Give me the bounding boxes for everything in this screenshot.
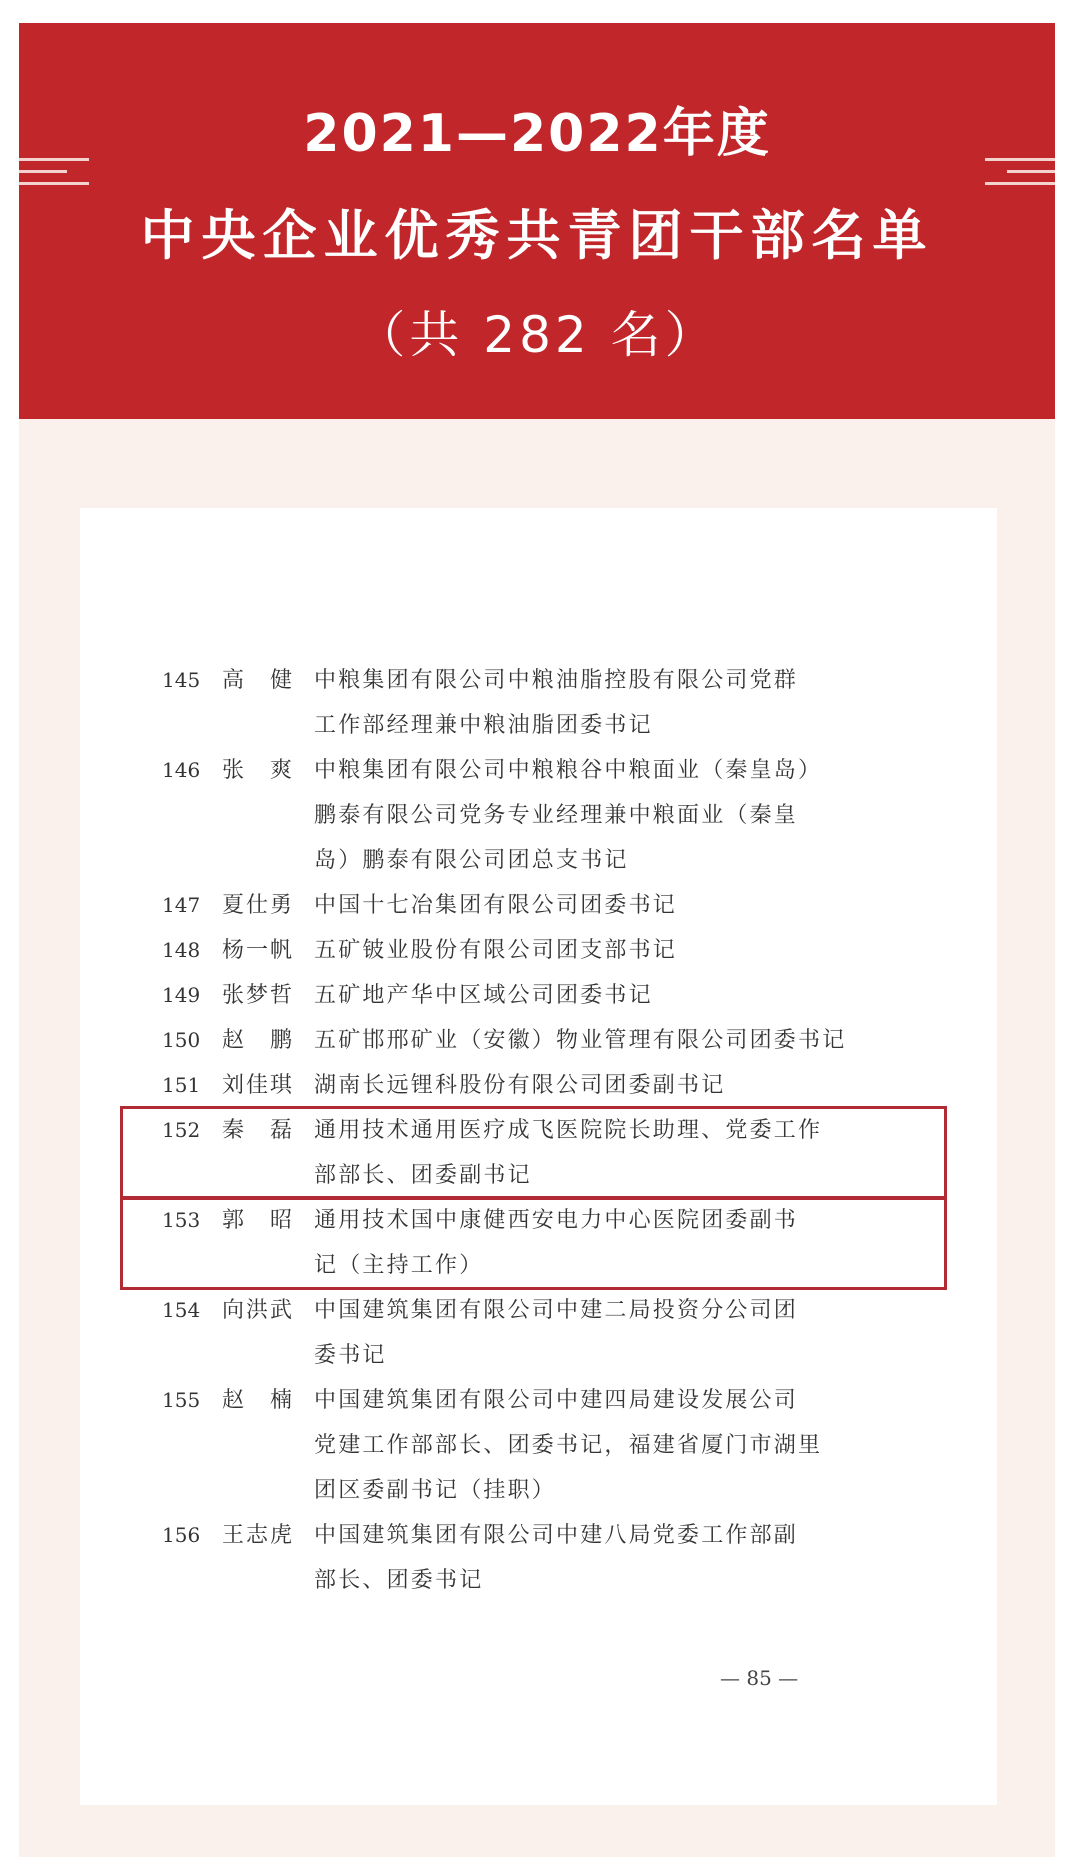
entry-position-text: 五矿铍业股份有限公司团支部书记 <box>314 938 678 963</box>
entry-position-text: 中国建筑集团有限公司中建四局建设发展公司 <box>314 1388 799 1413</box>
entry-line <box>162 793 922 838</box>
entry-line <box>162 838 922 883</box>
entry-position-text: 五矿邯邢矿业（安徽）物业管理有限公司团委书记 <box>314 1028 847 1053</box>
entry-name: 王志虎 <box>222 1523 295 1548</box>
entry-position-text: 记（主持工作） <box>314 1253 484 1278</box>
entry-position-text: 中国十七冶集团有限公司团委书记 <box>314 893 678 918</box>
entry-name: 刘佳琪 <box>222 1073 295 1098</box>
entry-position-text: 工作部经理兼中粮油脂团委书记 <box>314 713 653 738</box>
banner-decoration-line <box>985 182 1055 185</box>
entry-position-text: 通用技术国中康健西安电力中心医院团委副书 <box>314 1208 799 1233</box>
title-main: 中央企业优秀共青团干部名单 <box>140 204 934 267</box>
entry-line <box>162 1018 922 1063</box>
entry-name: 赵 楠 <box>222 1388 295 1413</box>
list-item <box>162 1063 922 1108</box>
entry-position-text: 中粮集团有限公司中粮粮谷中粮面业（秦皇岛） <box>314 758 823 783</box>
entry-line <box>162 1468 922 1513</box>
list-item <box>162 1198 922 1288</box>
page-number: — 85 — <box>720 1666 799 1690</box>
entry-name: 赵 鹏 <box>222 1028 295 1053</box>
entry-number: 149 <box>162 983 201 1007</box>
entry-name: 向洪武 <box>222 1298 295 1323</box>
highlight-box <box>120 1196 947 1290</box>
entry-position-text: 部部长、团委副书记 <box>314 1163 532 1188</box>
entry-number: 153 <box>162 1208 201 1232</box>
title-year: 2021—2022年度 <box>303 104 771 164</box>
entry-position-text: 岛）鹏泰有限公司团总支书记 <box>314 848 629 873</box>
entry-number: 156 <box>162 1523 201 1547</box>
list-item <box>162 658 922 748</box>
list-item <box>162 1108 922 1198</box>
entry-number: 151 <box>162 1073 201 1097</box>
entry-line <box>162 658 922 703</box>
entry-line <box>162 1063 922 1108</box>
name-list <box>80 658 997 1603</box>
entry-line <box>162 748 922 793</box>
entry-line <box>162 1288 922 1333</box>
entry-line <box>162 1378 922 1423</box>
entry-number: 148 <box>162 938 201 962</box>
entry-number: 147 <box>162 893 201 917</box>
entry-position-text: 五矿地产华中区域公司团委书记 <box>314 983 653 1008</box>
entry-position-text: 中国建筑集团有限公司中建二局投资分公司团 <box>314 1298 799 1323</box>
entry-name: 郭 昭 <box>222 1208 295 1233</box>
list-item <box>162 748 922 883</box>
entry-line <box>162 1513 922 1558</box>
entry-line <box>162 883 922 928</box>
entry-number: 150 <box>162 1028 201 1052</box>
banner-decoration-line <box>1007 170 1055 173</box>
title-count: （共 282 名） <box>355 306 719 364</box>
entry-position-text: 湖南长远锂科股份有限公司团委副书记 <box>314 1073 726 1098</box>
list-item <box>162 928 922 973</box>
entry-line <box>162 1333 922 1378</box>
list-item <box>162 973 922 1018</box>
entry-position-text: 鹏泰有限公司党务专业经理兼中粮面业（秦皇 <box>314 803 799 828</box>
entry-position-text: 中粮集团有限公司中粮油脂控股有限公司党群 <box>314 668 799 693</box>
banner-decoration-line <box>19 170 67 173</box>
entry-line <box>162 973 922 1018</box>
entry-number: 146 <box>162 758 201 782</box>
list-item <box>162 1378 922 1513</box>
title-banner <box>19 23 1055 419</box>
entry-line <box>162 703 922 748</box>
entry-position-text: 党建工作部部长、团委书记，福建省厦门市湖里 <box>314 1433 823 1458</box>
entry-name: 张 爽 <box>222 758 295 783</box>
entry-number: 154 <box>162 1298 201 1322</box>
entry-name: 夏仕勇 <box>222 893 295 918</box>
entry-position-text: 中国建筑集团有限公司中建八局党委工作部副 <box>314 1523 799 1548</box>
entry-name: 张梦哲 <box>222 983 295 1008</box>
banner-decoration-line <box>19 182 89 185</box>
highlight-box <box>120 1106 947 1200</box>
entry-line <box>162 1423 922 1468</box>
entry-number: 155 <box>162 1388 201 1412</box>
entry-position-text: 通用技术通用医疗成飞医院院长助理、党委工作 <box>314 1118 823 1143</box>
entry-name: 杨一帆 <box>222 938 295 963</box>
list-item <box>162 883 922 928</box>
list-item <box>162 1018 922 1063</box>
entry-line <box>162 928 922 973</box>
entry-name: 高 健 <box>222 668 295 693</box>
list-item <box>162 1513 922 1603</box>
entry-name: 秦 磊 <box>222 1118 295 1143</box>
entry-position-text: 团区委副书记（挂职） <box>314 1478 557 1503</box>
entry-number: 152 <box>162 1118 201 1142</box>
entry-position-text: 部长、团委书记 <box>314 1568 484 1593</box>
entry-position-text: 委书记 <box>314 1343 387 1368</box>
entry-number: 145 <box>162 668 201 692</box>
entry-line <box>162 1558 922 1603</box>
document-page <box>80 508 997 1805</box>
list-item <box>162 1288 922 1378</box>
